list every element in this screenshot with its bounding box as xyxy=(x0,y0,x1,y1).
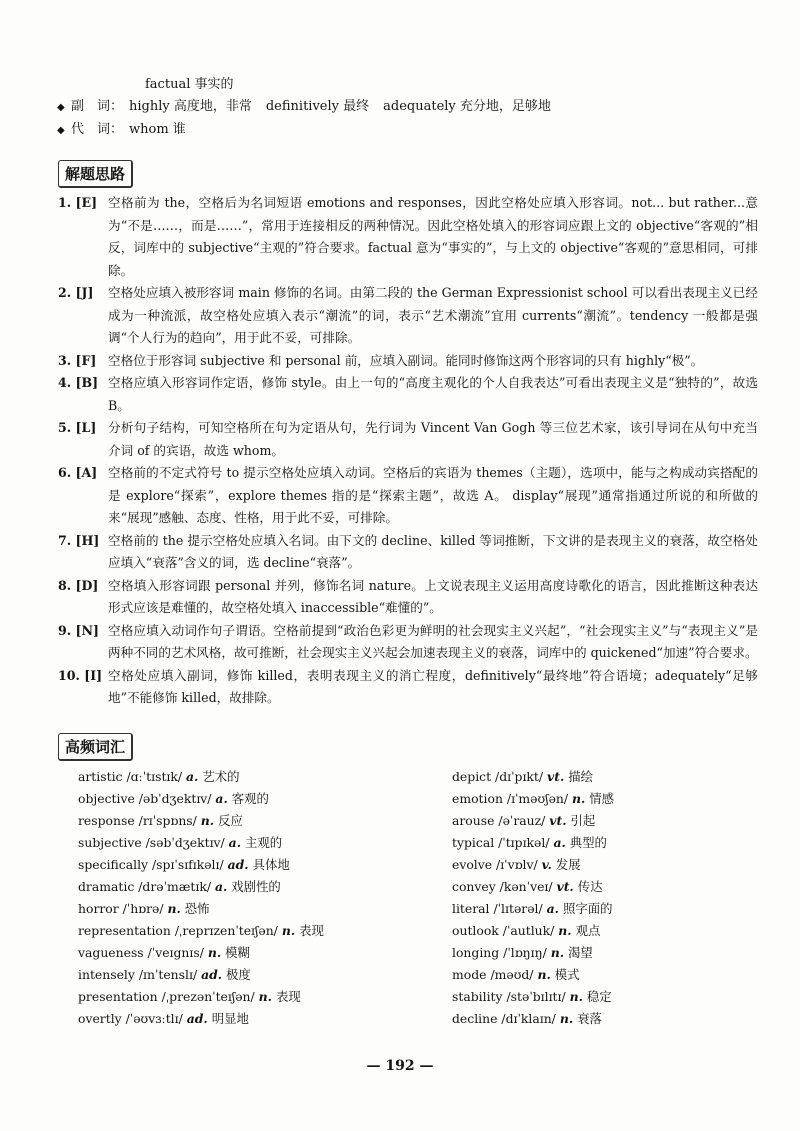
vocab-entry xyxy=(452,964,614,986)
vocab-meaning: 典型的 xyxy=(569,835,607,850)
vocab-entry xyxy=(452,898,614,920)
answer-number: 4. [B] xyxy=(58,375,99,390)
vocab-meaning: 引起 xyxy=(570,813,596,828)
vocab-pos: a. xyxy=(546,901,559,916)
vocab-meaning: 明显地 xyxy=(211,1011,249,1026)
answer-number: 6. [A] xyxy=(58,465,98,480)
vocab-word: literal xyxy=(452,901,490,916)
vocab-pos: n. xyxy=(200,813,215,828)
vocab-word: artistic xyxy=(78,769,123,784)
vocab-pos: n. xyxy=(569,989,583,1004)
vocab-entry xyxy=(78,832,324,854)
vocab-pos: ad. xyxy=(227,857,249,872)
vocab-meaning: 具体地 xyxy=(252,857,290,872)
vocab-pos: n. xyxy=(258,989,272,1004)
vocab-ipa: /ˌprezənˈteɪʃən/ xyxy=(161,989,255,1004)
vocab-meaning: 主观的 xyxy=(244,835,283,850)
vocab-ipa: /ˈəʊvɜːtlɪ/ xyxy=(125,1011,183,1026)
answer-item xyxy=(58,462,758,530)
answer-number: 5. [L] xyxy=(58,420,97,435)
vocab-pos: n. xyxy=(281,923,296,938)
vocab-meaning: 稳定 xyxy=(586,989,612,1004)
vocab-meaning: 艺术的 xyxy=(202,769,240,784)
vocab-entry xyxy=(78,942,324,964)
answer-text: 空格填入形容词跟 personal 并列，修饰名词 nature。上文说表现主义运用高度诗歌化的语言，因此推断这种表达形式应该是难懂的，故空格处填入 inaccessible“难懂的”。 xyxy=(108,577,758,615)
vocab-ipa: /ˈtɪpɪkəl/ xyxy=(498,835,550,850)
vocab-ipa: /ɪˈvɒlv/ xyxy=(496,857,538,872)
vocab-ipa: /spɪˈsɪfɪkəlɪ/ xyxy=(152,857,224,872)
vocab-column-right xyxy=(452,766,614,1030)
vocab-pos: n. xyxy=(207,945,222,960)
vocab-meaning: 戏剧性的 xyxy=(231,879,281,894)
adverb-row xyxy=(57,96,757,119)
vocab-ipa: /məʊd/ xyxy=(490,967,534,982)
answer-item xyxy=(58,192,758,282)
vocab-entry xyxy=(452,810,614,832)
vocab-ipa: /dɪˈklaɪn/ xyxy=(501,1011,556,1026)
vocab-ipa: /ɪnˈtenslɪ/ xyxy=(138,967,198,982)
answer-text: 空格应填入动词作句子谓语。空格前提到“政治色彩更为鲜明的社会现实主义兴起”，“社会现实主义”与“表现主义”是两种不同的艺术风格，故可推断，社会现实主义兴起会加速表现主义的衰落，词库中的 quickened“加速”符合要求。 xyxy=(108,622,758,660)
vocab-ipa: /ˈautluk/ xyxy=(502,923,555,938)
vocab-meaning: 反应 xyxy=(218,813,243,828)
vocab-word: specifically xyxy=(78,857,149,872)
vocab-ipa: /ˌreprɪzenˈteɪʃən/ xyxy=(174,923,278,938)
word-bank-tail xyxy=(57,74,757,142)
vocab-ipa: /əˈrauz/ xyxy=(498,813,546,828)
answer-item xyxy=(58,372,758,417)
vocab-pos: n. xyxy=(550,945,565,960)
vocab-pos: n. xyxy=(558,923,572,938)
answer-number: 7. [H] xyxy=(58,532,100,548)
vocab-word: depict xyxy=(452,769,492,784)
answer-number: 10. [I] xyxy=(58,667,103,683)
vocab-pos: n. xyxy=(167,901,181,916)
vocab-entry xyxy=(78,1008,324,1030)
vocab-word: arouse xyxy=(452,813,495,828)
answer-text: 空格位于形容词 subjective 和 personal 前，应填入副词。能同时修饰这两个形容词的只有 highly“极”。 xyxy=(108,352,704,368)
vocab-pos: a. xyxy=(215,791,228,806)
vocab-entry xyxy=(78,898,324,920)
vocab-word: horror xyxy=(78,901,119,916)
vocab-entry xyxy=(78,810,324,832)
answer-item xyxy=(58,620,758,665)
pronoun-entry: whom 谁 xyxy=(129,122,186,137)
vocab-word: presentation xyxy=(78,989,158,1004)
vocab-word: emotion xyxy=(452,791,503,806)
vocab-entry xyxy=(78,986,324,1008)
answer-text: 空格前为 the，空格后为名词短语 emotions and responses，因此空格处应填入形容词。not... but rather...意为“不是……，而是……”，常用于连接相反的两种情况。因此空格处填入的形容词应跟上文的 objective“客观的”相反，词库中的 subjective“主观的”符合要求。factual 意为“事实的”，与上文的 objective“客观的”意思相同，可排除。 xyxy=(108,195,758,278)
vocab-ipa: /səbˈdʒektɪv/ xyxy=(145,835,225,850)
vocab-pos: v. xyxy=(541,857,552,872)
vocab-word: dramatic xyxy=(78,879,135,894)
answer-text: 空格应填入形容词作定语，修饰 style。由上一句的“高度主观化的个人自我表达”可看出表现主义是“独特的”，故选 B。 xyxy=(108,375,758,413)
answer-item xyxy=(58,417,758,462)
section-heading-vocab: 高频词汇 xyxy=(58,733,133,761)
factual-line xyxy=(57,74,757,96)
vocab-meaning: 客观的 xyxy=(231,791,269,806)
vocab-entry xyxy=(78,964,324,986)
answer-item xyxy=(58,350,758,373)
vocab-word: evolve xyxy=(452,857,493,872)
vocab-meaning: 照字面的 xyxy=(562,901,613,916)
vocab-ipa: /ˈhɒrə/ xyxy=(122,901,164,916)
vocab-pos: vt. xyxy=(556,879,574,894)
answer-number: 3. [F] xyxy=(58,352,97,368)
factual-entry: factual 事实的 xyxy=(145,77,234,92)
vocab-ipa: /kənˈveɪ/ xyxy=(499,879,553,894)
vocab-pos: vt. xyxy=(547,769,565,784)
answer-item xyxy=(58,530,758,575)
vocab-meaning: 发展 xyxy=(555,857,581,872)
vocab-pos: ad. xyxy=(186,1011,208,1026)
vocab-word: mode xyxy=(452,967,487,982)
vocab-word: representation xyxy=(78,923,171,938)
vocab-entry xyxy=(452,854,614,876)
vocab-meaning: 渴望 xyxy=(567,945,593,960)
vocab-pos: a. xyxy=(186,769,199,784)
vocab-column-left xyxy=(78,766,324,1030)
answer-text: 分析句子结构，可知空格所在句为定语从句，先行词为 Vincent Van Gogh 等三位艺术家，该引导词在从句中充当介词 of 的宾语，故选 whom。 xyxy=(108,420,758,458)
vocab-pos: a. xyxy=(228,835,242,850)
vocab-meaning: 模式 xyxy=(554,967,580,982)
vocab-word: objective xyxy=(78,791,135,806)
vocab-pos: n. xyxy=(559,1011,574,1026)
vocab-meaning: 情感 xyxy=(589,791,615,806)
vocab-entry xyxy=(78,920,324,942)
vocab-entry xyxy=(78,788,324,810)
vocab-entry xyxy=(78,766,324,788)
diamond-bullet-icon: ◆ xyxy=(57,125,65,136)
vocab-pos: n. xyxy=(537,967,551,982)
vocab-ipa: /ˈlɪtərəl/ xyxy=(493,901,543,916)
vocab-word: overtly xyxy=(78,1011,122,1026)
pronoun-label: 代 词： xyxy=(71,122,124,137)
vocab-meaning: 恐怖 xyxy=(184,901,210,916)
vocab-ipa: /əbˈdʒektɪv/ xyxy=(138,791,212,806)
vocab-word: decline xyxy=(452,1011,498,1026)
vocab-entry xyxy=(452,766,614,788)
vocab-entry xyxy=(78,854,324,876)
diamond-bullet-icon: ◆ xyxy=(57,102,65,113)
answer-text: 空格前的 the 提示空格处应填入名词。由下文的 decline、killed 等词推断，下文讲的是表现主义的衰落，故空格处应填入“衰落”含义的词，选 decline“衰落”。 xyxy=(108,532,758,570)
vocab-meaning: 模糊 xyxy=(225,945,250,960)
adverb-entry: highly 高度地，非常 xyxy=(129,99,252,114)
adverb-entry: adequately 充分地，足够地 xyxy=(383,99,551,114)
adverb-entry: definitively 最终 xyxy=(265,99,370,114)
vocab-ipa: /ɑːˈtɪstɪk/ xyxy=(126,769,183,784)
vocab-word: response xyxy=(78,813,135,828)
vocab-word: longing xyxy=(452,945,500,960)
answer-item xyxy=(58,575,758,620)
vocab-ipa: /ˈveɪgnɪs/ xyxy=(147,945,204,960)
vocab-meaning: 极度 xyxy=(226,967,251,982)
vocab-word: stability xyxy=(452,989,503,1004)
vocab-pos: ad. xyxy=(201,967,223,982)
vocab-entry xyxy=(78,876,324,898)
vocab-entry xyxy=(452,876,614,898)
answer-list xyxy=(58,192,758,710)
answer-number: 8. [D] xyxy=(58,577,99,593)
pronoun-row xyxy=(57,119,757,142)
vocab-meaning: 表现 xyxy=(299,923,324,938)
answer-number: 1. [E] xyxy=(58,195,98,210)
vocab-ipa: /drəˈmætɪk/ xyxy=(138,879,212,894)
vocab-word: typical xyxy=(452,835,495,850)
vocab-entry xyxy=(452,788,614,810)
vocab-pos: n. xyxy=(572,791,586,806)
vocab-entry xyxy=(452,942,614,964)
vocab-entry xyxy=(452,920,614,942)
vocab-pos: a. xyxy=(214,879,228,894)
vocab-ipa: /ˈlɒŋɪŋ/ xyxy=(503,945,547,960)
vocab-pos: a. xyxy=(553,835,566,850)
page-number: — 192 — xyxy=(366,1058,434,1074)
vocab-meaning: 衰落 xyxy=(577,1011,602,1026)
answer-number: 2. [J] xyxy=(58,285,94,300)
vocab-ipa: /rɪˈspɒns/ xyxy=(138,813,197,828)
vocab-entry xyxy=(452,832,614,854)
answer-text: 空格前的不定式符号 to 提示空格处应填入动词。空格后的宾语为 themes（主题），选项中，能与之构成动宾搭配的是 explore“探索”，explore themes 指的是“探索主题”，故选 A。 display“展现”通常指通过所说的和所做的来“展现”感触、态度、性格，用于此不妥，可排除。 xyxy=(108,465,758,525)
vocab-word: outlook xyxy=(452,923,499,938)
vocab-meaning: 传达 xyxy=(577,879,603,894)
vocab-word: vagueness xyxy=(78,945,144,960)
section-heading-solution: 解题思路 xyxy=(58,160,133,188)
vocab-meaning: 描绘 xyxy=(568,769,594,784)
adverb-label: 副 词： xyxy=(71,99,124,114)
vocab-word: subjective xyxy=(78,835,142,850)
vocab-word: intensely xyxy=(78,967,135,982)
answer-item xyxy=(58,282,758,350)
vocab-entry xyxy=(452,1008,614,1030)
vocab-ipa: /ɪˈməʊʃən/ xyxy=(506,791,569,806)
answer-text: 空格处应填入副词，修饰 killed，表明表现主义的消亡程度，definitively“最终地”符合语境；adequately“足够地”不能修饰 killed，故排除。 xyxy=(108,667,758,705)
vocab-pos: vt. xyxy=(549,813,567,828)
vocab-word: convey xyxy=(452,879,496,894)
answer-text: 空格处应填入被形容词 main 修饰的名词。由第二段的 the German Expressionist school 可以看出表现主义已经成为一种流派，故空格处应填入表示“潮流”的词，表示“艺术潮流”宜用 currents“潮流”。tendency 一般都是强调“个人行为的趋向”，用于此不妥，可排除。 xyxy=(108,285,758,345)
vocab-meaning: 观点 xyxy=(575,923,601,938)
answer-number: 9. [N] xyxy=(58,622,99,638)
vocab-entry xyxy=(452,986,614,1008)
vocab-ipa: /stəˈbɪlɪtɪ/ xyxy=(506,989,566,1004)
answer-item xyxy=(58,665,758,710)
vocab-meaning: 表现 xyxy=(275,989,301,1004)
vocab-ipa: /dɪˈpɪkt/ xyxy=(495,769,544,784)
